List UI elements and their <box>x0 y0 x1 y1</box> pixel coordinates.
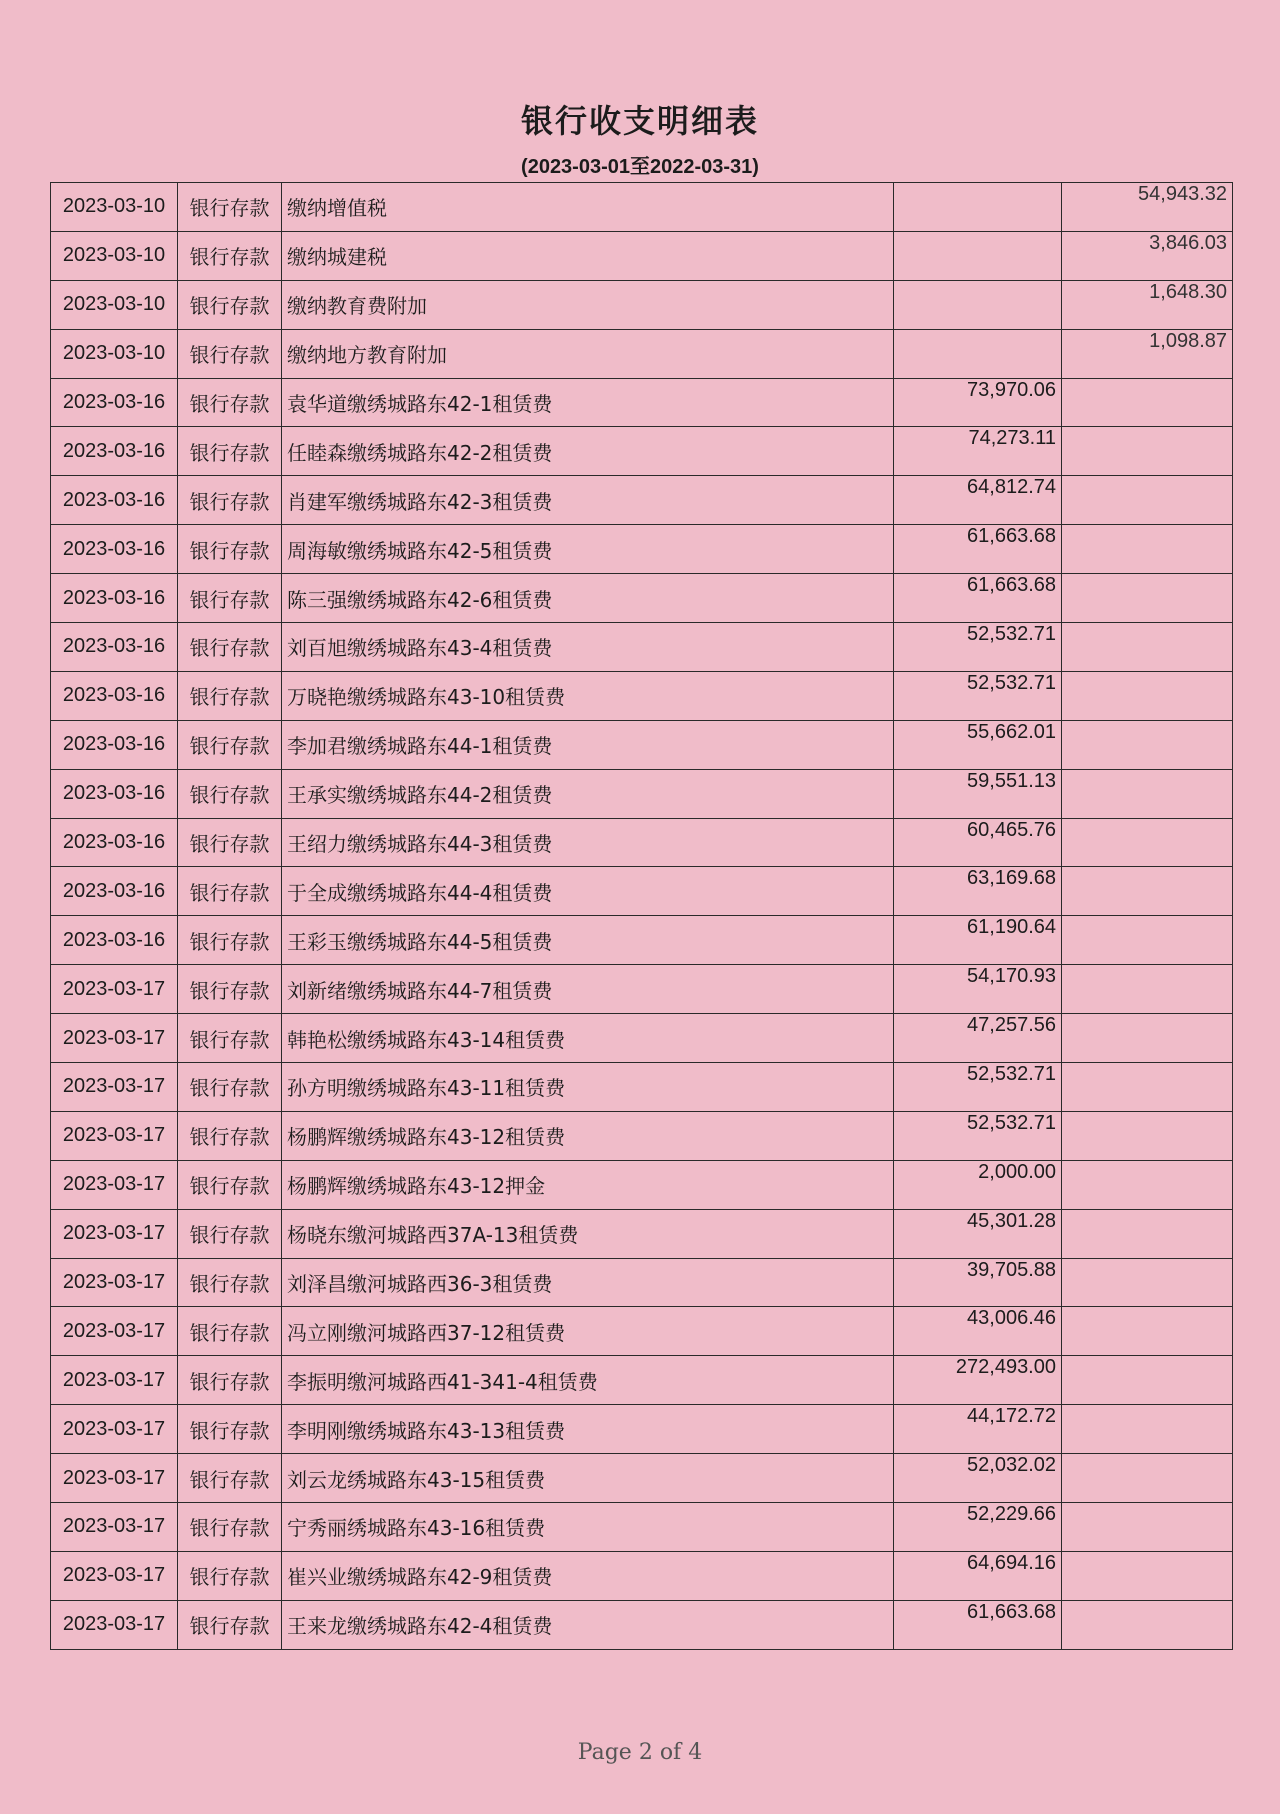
account-cell: 银行存款 <box>178 916 282 965</box>
credit-amount-cell <box>1062 1503 1233 1552</box>
table-row <box>51 427 1233 476</box>
credit-amount-cell <box>1062 427 1233 476</box>
table-row <box>51 1209 1233 1258</box>
date-cell: 2023-03-10 <box>51 183 178 232</box>
credit-amount-cell <box>1062 1551 1233 1600</box>
credit-amount-cell <box>1062 965 1233 1014</box>
credit-amount-cell <box>1062 1600 1233 1649</box>
summary-cell: 缴纳增值税 <box>282 183 894 232</box>
account-cell: 银行存款 <box>178 1160 282 1209</box>
credit-amount-cell <box>1062 1307 1233 1356</box>
debit-amount-cell: 64,694.16 <box>894 1551 1062 1600</box>
credit-amount-cell: 3,846.03 <box>1062 231 1233 280</box>
account-cell: 银行存款 <box>178 1209 282 1258</box>
date-cell: 2023-03-16 <box>51 769 178 818</box>
date-cell: 2023-03-16 <box>51 476 178 525</box>
credit-amount-cell <box>1062 1063 1233 1112</box>
date-cell: 2023-03-17 <box>51 1600 178 1649</box>
summary-cell: 杨晓东缴河城路西37A-13租赁费 <box>282 1209 894 1258</box>
debit-amount-cell: 52,532.71 <box>894 623 1062 672</box>
account-cell: 银行存款 <box>178 427 282 476</box>
account-cell: 银行存款 <box>178 1111 282 1160</box>
table-row <box>51 574 1233 623</box>
table-row <box>51 1454 1233 1503</box>
summary-cell: 刘新绪缴绣城路东44-7租赁费 <box>282 965 894 1014</box>
debit-amount-cell <box>894 231 1062 280</box>
account-cell: 银行存款 <box>178 1551 282 1600</box>
debit-amount-cell: 47,257.56 <box>894 1014 1062 1063</box>
summary-cell: 周海敏缴绣城路东42-5租赁费 <box>282 525 894 574</box>
summary-cell: 王承实缴绣城路东44-2租赁费 <box>282 769 894 818</box>
summary-cell: 袁华道缴绣城路东42-1租赁费 <box>282 378 894 427</box>
ledger-table <box>50 182 1233 1650</box>
debit-amount-cell: 61,663.68 <box>894 1600 1062 1649</box>
table-row <box>51 1356 1233 1405</box>
date-cell: 2023-03-16 <box>51 671 178 720</box>
account-cell: 银行存款 <box>178 623 282 672</box>
table-row <box>51 1405 1233 1454</box>
date-cell: 2023-03-17 <box>51 965 178 1014</box>
date-cell: 2023-03-16 <box>51 427 178 476</box>
debit-amount-cell: 61,663.68 <box>894 525 1062 574</box>
summary-cell: 肖建军缴绣城路东42-3租赁费 <box>282 476 894 525</box>
debit-amount-cell: 39,705.88 <box>894 1258 1062 1307</box>
debit-amount-cell: 2,000.00 <box>894 1160 1062 1209</box>
account-cell: 银行存款 <box>178 1307 282 1356</box>
credit-amount-cell: 1,098.87 <box>1062 329 1233 378</box>
debit-amount-cell: 63,169.68 <box>894 867 1062 916</box>
table-row <box>51 1307 1233 1356</box>
date-cell: 2023-03-17 <box>51 1405 178 1454</box>
date-cell: 2023-03-17 <box>51 1160 178 1209</box>
credit-amount-cell <box>1062 1454 1233 1503</box>
credit-amount-cell <box>1062 769 1233 818</box>
debit-amount-cell: 43,006.46 <box>894 1307 1062 1356</box>
summary-cell: 刘云龙绣城路东43-15租赁费 <box>282 1454 894 1503</box>
account-cell: 银行存款 <box>178 378 282 427</box>
table-row <box>51 916 1233 965</box>
summary-cell: 缴纳教育费附加 <box>282 280 894 329</box>
debit-amount-cell: 52,229.66 <box>894 1503 1062 1552</box>
date-cell: 2023-03-16 <box>51 916 178 965</box>
table-row <box>51 1258 1233 1307</box>
table-row <box>51 818 1233 867</box>
date-cell: 2023-03-16 <box>51 623 178 672</box>
date-cell: 2023-03-17 <box>51 1111 178 1160</box>
table-row <box>51 1111 1233 1160</box>
credit-amount-cell <box>1062 1160 1233 1209</box>
account-cell: 银行存款 <box>178 280 282 329</box>
account-cell: 银行存款 <box>178 231 282 280</box>
debit-amount-cell: 60,465.76 <box>894 818 1062 867</box>
debit-amount-cell <box>894 183 1062 232</box>
account-cell: 银行存款 <box>178 1356 282 1405</box>
table-row <box>51 378 1233 427</box>
summary-cell: 杨鹏辉缴绣城路东43-12押金 <box>282 1160 894 1209</box>
account-cell: 银行存款 <box>178 525 282 574</box>
summary-cell: 宁秀丽绣城路东43-16租赁费 <box>282 1503 894 1552</box>
summary-cell: 李明刚缴绣城路东43-13租赁费 <box>282 1405 894 1454</box>
summary-cell: 缴纳城建税 <box>282 231 894 280</box>
account-cell: 银行存款 <box>178 1014 282 1063</box>
debit-amount-cell <box>894 280 1062 329</box>
credit-amount-cell <box>1062 720 1233 769</box>
credit-amount-cell: 54,943.32 <box>1062 183 1233 232</box>
summary-cell: 王绍力缴绣城路东44-3租赁费 <box>282 818 894 867</box>
credit-amount-cell <box>1062 916 1233 965</box>
table-row <box>51 671 1233 720</box>
date-cell: 2023-03-17 <box>51 1209 178 1258</box>
account-cell: 银行存款 <box>178 574 282 623</box>
credit-amount-cell <box>1062 1111 1233 1160</box>
table-row <box>51 280 1233 329</box>
account-cell: 银行存款 <box>178 1600 282 1649</box>
date-cell: 2023-03-17 <box>51 1063 178 1112</box>
credit-amount-cell <box>1062 378 1233 427</box>
debit-amount-cell: 45,301.28 <box>894 1209 1062 1258</box>
table-row <box>51 329 1233 378</box>
account-cell: 银行存款 <box>178 1503 282 1552</box>
summary-cell: 李加君缴绣城路东44-1租赁费 <box>282 720 894 769</box>
table-row <box>51 720 1233 769</box>
debit-amount-cell: 272,493.00 <box>894 1356 1062 1405</box>
table-row <box>51 525 1233 574</box>
account-cell: 银行存款 <box>178 965 282 1014</box>
credit-amount-cell <box>1062 1209 1233 1258</box>
debit-amount-cell: 55,662.01 <box>894 720 1062 769</box>
credit-amount-cell <box>1062 1356 1233 1405</box>
summary-cell: 韩艳松缴绣城路东43-14租赁费 <box>282 1014 894 1063</box>
account-cell: 银行存款 <box>178 1063 282 1112</box>
debit-amount-cell: 52,532.71 <box>894 1063 1062 1112</box>
credit-amount-cell <box>1062 574 1233 623</box>
summary-cell: 刘百旭缴绣城路东43-4租赁费 <box>282 623 894 672</box>
table-row <box>51 183 1233 232</box>
debit-amount-cell: 54,170.93 <box>894 965 1062 1014</box>
date-cell: 2023-03-10 <box>51 329 178 378</box>
date-cell: 2023-03-16 <box>51 867 178 916</box>
debit-amount-cell: 59,551.13 <box>894 769 1062 818</box>
account-cell: 银行存款 <box>178 720 282 769</box>
credit-amount-cell <box>1062 1405 1233 1454</box>
summary-cell: 杨鹏辉缴绣城路东43-12租赁费 <box>282 1111 894 1160</box>
summary-cell: 王来龙缴绣城路东42-4租赁费 <box>282 1600 894 1649</box>
debit-amount-cell: 61,663.68 <box>894 574 1062 623</box>
date-cell: 2023-03-17 <box>51 1503 178 1552</box>
date-cell: 2023-03-17 <box>51 1307 178 1356</box>
date-range: (2023-03-01至2022-03-31) <box>521 156 759 178</box>
summary-cell: 王彩玉缴绣城路东44-5租赁费 <box>282 916 894 965</box>
table-row <box>51 1014 1233 1063</box>
credit-amount-cell: 1,648.30 <box>1062 280 1233 329</box>
date-cell: 2023-03-17 <box>51 1356 178 1405</box>
page-title: 银行收支明细表 <box>520 102 759 140</box>
page-number: Page 2 of 4 <box>577 1740 703 1765</box>
date-cell: 2023-03-17 <box>51 1551 178 1600</box>
table-row <box>51 1503 1233 1552</box>
summary-cell: 任睦森缴绣城路东42-2租赁费 <box>282 427 894 476</box>
account-cell: 银行存款 <box>178 329 282 378</box>
summary-cell: 缴纳地方教育附加 <box>282 329 894 378</box>
table-row <box>51 476 1233 525</box>
date-cell: 2023-03-10 <box>51 231 178 280</box>
account-cell: 银行存款 <box>178 818 282 867</box>
summary-cell: 崔兴业缴绣城路东42-9租赁费 <box>282 1551 894 1600</box>
summary-cell: 刘泽昌缴河城路西36-3租赁费 <box>282 1258 894 1307</box>
table-row <box>51 1600 1233 1649</box>
account-cell: 银行存款 <box>178 1454 282 1503</box>
summary-cell: 万晓艳缴绣城路东43-10租赁费 <box>282 671 894 720</box>
debit-amount-cell: 61,190.64 <box>894 916 1062 965</box>
debit-amount-cell: 74,273.11 <box>894 427 1062 476</box>
credit-amount-cell <box>1062 525 1233 574</box>
debit-amount-cell: 52,532.71 <box>894 671 1062 720</box>
summary-cell: 冯立刚缴河城路西37-12租赁费 <box>282 1307 894 1356</box>
account-cell: 银行存款 <box>178 867 282 916</box>
summary-cell: 孙方明缴绣城路东43-11租赁费 <box>282 1063 894 1112</box>
credit-amount-cell <box>1062 671 1233 720</box>
date-cell: 2023-03-16 <box>51 525 178 574</box>
account-cell: 银行存款 <box>178 1258 282 1307</box>
summary-cell: 李振明缴河城路西41-341-4租赁费 <box>282 1356 894 1405</box>
table-row <box>51 623 1233 672</box>
debit-amount-cell: 64,812.74 <box>894 476 1062 525</box>
debit-amount-cell <box>894 329 1062 378</box>
date-cell: 2023-03-16 <box>51 818 178 867</box>
account-cell: 银行存款 <box>178 769 282 818</box>
credit-amount-cell <box>1062 867 1233 916</box>
summary-cell: 于全成缴绣城路东44-4租赁费 <box>282 867 894 916</box>
table-row <box>51 1063 1233 1112</box>
date-cell: 2023-03-17 <box>51 1014 178 1063</box>
date-cell: 2023-03-16 <box>51 720 178 769</box>
debit-amount-cell: 52,532.71 <box>894 1111 1062 1160</box>
account-cell: 银行存款 <box>178 1405 282 1454</box>
table-row <box>51 965 1233 1014</box>
credit-amount-cell <box>1062 623 1233 672</box>
account-cell: 银行存款 <box>178 476 282 525</box>
debit-amount-cell: 52,032.02 <box>894 1454 1062 1503</box>
credit-amount-cell <box>1062 1258 1233 1307</box>
table-row <box>51 231 1233 280</box>
debit-amount-cell: 73,970.06 <box>894 378 1062 427</box>
summary-cell: 陈三强缴绣城路东42-6租赁费 <box>282 574 894 623</box>
date-cell: 2023-03-16 <box>51 378 178 427</box>
table-row <box>51 1160 1233 1209</box>
date-cell: 2023-03-10 <box>51 280 178 329</box>
date-cell: 2023-03-17 <box>51 1454 178 1503</box>
credit-amount-cell <box>1062 818 1233 867</box>
table-row <box>51 867 1233 916</box>
date-cell: 2023-03-16 <box>51 574 178 623</box>
table-row <box>51 769 1233 818</box>
credit-amount-cell <box>1062 476 1233 525</box>
account-cell: 银行存款 <box>178 183 282 232</box>
date-cell: 2023-03-17 <box>51 1258 178 1307</box>
debit-amount-cell: 44,172.72 <box>894 1405 1062 1454</box>
credit-amount-cell <box>1062 1014 1233 1063</box>
account-cell: 银行存款 <box>178 671 282 720</box>
table-row <box>51 1551 1233 1600</box>
ledger-body <box>51 183 1233 1650</box>
